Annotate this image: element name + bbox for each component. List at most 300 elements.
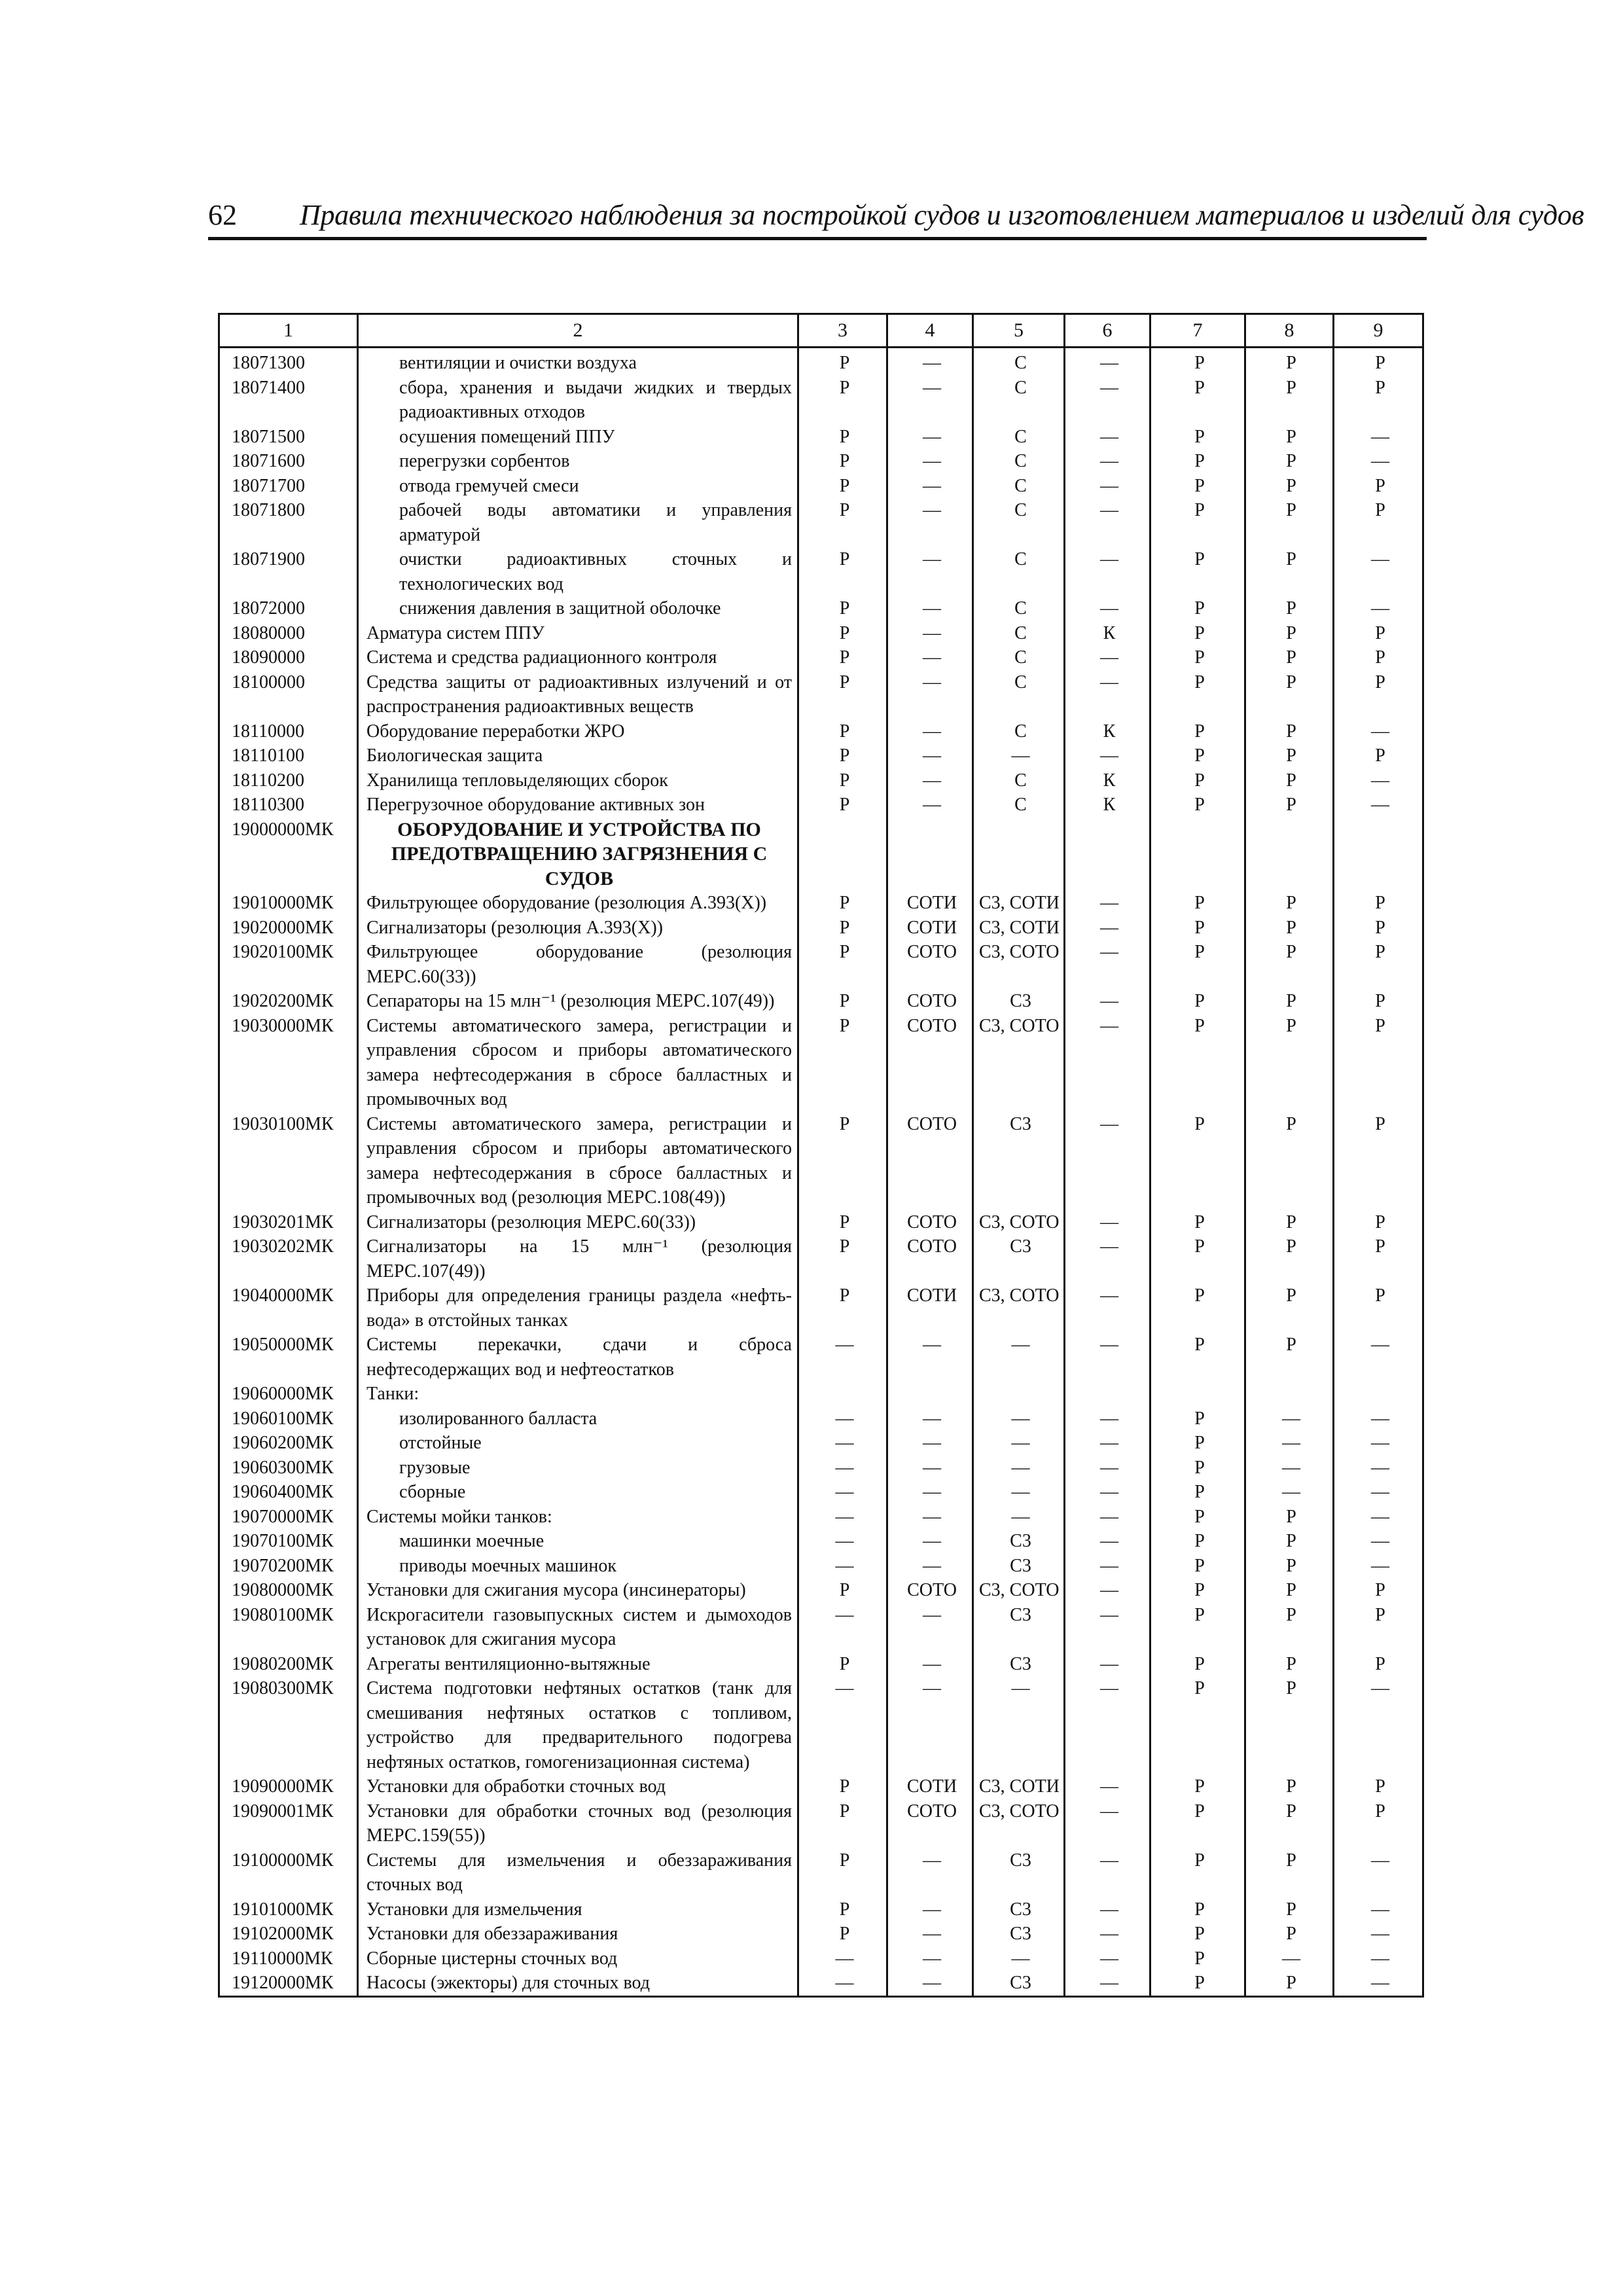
requirement-cell: Р	[1334, 1603, 1423, 1652]
requirement-cell: —	[1065, 1431, 1150, 1456]
requirement-cell: С	[973, 719, 1065, 744]
item-code: 19040000МК	[219, 1283, 358, 1333]
requirement-cell: —	[887, 348, 973, 376]
requirement-cell: —	[887, 1676, 973, 1774]
requirement-cell: —	[973, 1946, 1065, 1971]
requirement-cell: —	[1334, 1480, 1423, 1505]
column-header: 6	[1065, 314, 1150, 348]
requirement-cell: СОТО	[887, 1210, 973, 1235]
requirement-cell: Р	[798, 768, 887, 793]
requirement-cell: —	[1065, 1578, 1150, 1603]
requirement-cell: Р	[798, 1799, 887, 1848]
requirement-cell: Р	[1150, 1210, 1245, 1235]
requirement-cell: Р	[1150, 1946, 1245, 1971]
requirement-cell: —	[1334, 596, 1423, 621]
requirement-cell: Р	[1150, 1112, 1245, 1210]
table-row	[219, 1676, 1423, 1774]
requirement-cell: Р	[1334, 348, 1423, 376]
requirement-cell: —	[887, 425, 973, 450]
requirement-cell: —	[1334, 1505, 1423, 1530]
requirement-cell: —	[1334, 1333, 1423, 1382]
requirement-cell	[1150, 817, 1245, 891]
item-code: 19030201МК	[219, 1210, 358, 1235]
item-code: 19020200МК	[219, 989, 358, 1014]
item-name: Системы автоматического замера, регистрации и управления сбросом и приборы автоматического замера нефтесодержания в сбросе балластных и промывочных вод	[358, 1014, 798, 1112]
requirement-cell: Р	[1334, 989, 1423, 1014]
requirement-cell: Р	[798, 1014, 887, 1112]
requirement-cell: С	[973, 348, 1065, 376]
item-code: 19030202МК	[219, 1234, 358, 1283]
requirement-cell: Р	[1245, 1112, 1334, 1210]
table-row	[219, 645, 1423, 670]
requirement-cell: —	[887, 1848, 973, 1897]
requirement-cell: —	[887, 376, 973, 425]
item-name: изолированного балласта	[358, 1407, 798, 1431]
requirement-cell: Р	[798, 449, 887, 474]
table-row	[219, 1407, 1423, 1431]
item-name: Система и средства радиационного контроля	[358, 645, 798, 670]
requirement-cell: —	[798, 1505, 887, 1530]
requirement-cell: —	[1065, 1210, 1150, 1235]
requirement-cell: Р	[1150, 1283, 1245, 1333]
requirement-cell: —	[887, 596, 973, 621]
requirement-cell: —	[798, 1456, 887, 1480]
requirement-cell: Р	[1334, 498, 1423, 547]
requirement-cell: Р	[1245, 1578, 1334, 1603]
item-code: 19050000МК	[219, 1333, 358, 1382]
requirement-cell: Р	[798, 1774, 887, 1799]
requirement-cell: —	[887, 449, 973, 474]
requirement-cell: Р	[1245, 376, 1334, 425]
requirement-cell: Р	[1334, 474, 1423, 499]
item-name: Биологическая защита	[358, 744, 798, 768]
requirement-cell: —	[887, 498, 973, 547]
requirement-cell: С3, СОТО	[973, 1210, 1065, 1235]
requirement-cell: —	[887, 1897, 973, 1922]
requirement-cell: —	[887, 768, 973, 793]
table-row	[219, 425, 1423, 450]
table-row	[219, 1234, 1423, 1283]
table-row	[219, 1480, 1423, 1505]
requirement-cell: —	[973, 1505, 1065, 1530]
column-header: 3	[798, 314, 887, 348]
table-row	[219, 1112, 1423, 1210]
requirement-cell	[1334, 1382, 1423, 1407]
requirement-cell: Р	[1245, 719, 1334, 744]
requirement-cell: Р	[798, 498, 887, 547]
requirement-cell: Р	[1150, 498, 1245, 547]
item-code: 19120000МК	[219, 1971, 358, 1996]
table-row	[219, 719, 1423, 744]
item-code: 19030100МК	[219, 1112, 358, 1210]
requirement-cell: —	[1334, 1676, 1423, 1774]
requirement-cell: Р	[798, 621, 887, 646]
item-name: Установки для обеззараживания	[358, 1922, 798, 1946]
item-code: 18071500	[219, 425, 358, 450]
requirement-cell: —	[1065, 449, 1150, 474]
table-row	[219, 1652, 1423, 1677]
requirement-cell: —	[798, 1480, 887, 1505]
table-row	[219, 1431, 1423, 1456]
table-row	[219, 348, 1423, 376]
requirement-cell: —	[1065, 1112, 1150, 1210]
requirement-cell: Р	[798, 376, 887, 425]
requirement-cell: —	[1334, 1922, 1423, 1946]
table-row	[219, 744, 1423, 768]
requirement-cell: Р	[1150, 621, 1245, 646]
requirement-cell: Р	[798, 1922, 887, 1946]
requirement-cell: Р	[1245, 1603, 1334, 1652]
table-row	[219, 1014, 1423, 1112]
item-name: Агрегаты вентиляционно-вытяжные	[358, 1652, 798, 1677]
requirement-cell	[1150, 1382, 1245, 1407]
requirement-cell: Р	[1150, 1234, 1245, 1283]
requirement-cell: Р	[1150, 1848, 1245, 1897]
item-name: отстойные	[358, 1431, 798, 1456]
requirement-cell: К	[1065, 621, 1150, 646]
requirement-cell: —	[1065, 1922, 1150, 1946]
requirement-cell: —	[1065, 1234, 1150, 1283]
requirement-cell: —	[887, 1431, 973, 1456]
item-name: Сепараторы на 15 млн⁻¹ (резолюция МЕРС.107(49))	[358, 989, 798, 1014]
requirement-cell	[1334, 817, 1423, 891]
requirement-cell: —	[1065, 547, 1150, 596]
requirement-cell: —	[1065, 1799, 1150, 1848]
item-code: 19080100МК	[219, 1603, 358, 1652]
requirement-cell: Р	[1245, 621, 1334, 646]
item-name: снижения давления в защитной оболочке	[358, 596, 798, 621]
requirement-cell: Р	[798, 891, 887, 916]
requirement-cell	[973, 817, 1065, 891]
requirement-cell: СОТО	[887, 1578, 973, 1603]
requirement-cell: Р	[1245, 744, 1334, 768]
requirement-cell: Р	[1150, 1554, 1245, 1579]
item-name: сборные	[358, 1480, 798, 1505]
requirement-cell: Р	[1245, 645, 1334, 670]
requirement-cell	[1245, 817, 1334, 891]
requirement-cell	[887, 817, 973, 891]
requirement-cell: —	[1065, 670, 1150, 719]
requirement-cell: —	[887, 719, 973, 744]
table-row	[219, 1946, 1423, 1971]
requirement-cell: Р	[1334, 376, 1423, 425]
item-code: 19102000МК	[219, 1922, 358, 1946]
requirement-cell: С	[973, 645, 1065, 670]
requirement-cell: —	[1065, 1897, 1150, 1922]
table-row	[219, 1505, 1423, 1530]
requirement-cell: —	[1065, 1946, 1150, 1971]
requirement-cell: Р	[1150, 1505, 1245, 1530]
requirement-cell: Р	[1245, 498, 1334, 547]
item-code: 18110300	[219, 793, 358, 817]
requirement-cell: —	[1065, 989, 1150, 1014]
requirement-cell: —	[973, 744, 1065, 768]
requirement-cell: Р	[1150, 891, 1245, 916]
requirement-cell: Р	[798, 989, 887, 1014]
requirement-cell: Р	[1245, 1505, 1334, 1530]
table-row	[219, 1333, 1423, 1382]
requirement-cell: —	[887, 744, 973, 768]
requirement-cell: Р	[1150, 1431, 1245, 1456]
requirement-cell: —	[1065, 1554, 1150, 1579]
table-row	[219, 1554, 1423, 1579]
item-name: Арматура систем ППУ	[358, 621, 798, 646]
requirement-cell: Р	[1334, 916, 1423, 941]
table-row	[219, 1456, 1423, 1480]
requirement-cell: —	[973, 1480, 1065, 1505]
item-code: 19020000МК	[219, 916, 358, 941]
column-header: 9	[1334, 314, 1423, 348]
requirement-cell: С3	[973, 1112, 1065, 1210]
table-row	[219, 1382, 1423, 1407]
requirement-cell: С3	[973, 1554, 1065, 1579]
requirement-cell: —	[798, 1554, 887, 1579]
requirement-cell: С	[973, 793, 1065, 817]
requirement-cell: Р	[798, 596, 887, 621]
requirement-cell: Р	[1150, 1014, 1245, 1112]
requirement-cell: —	[798, 1431, 887, 1456]
requirement-cell: —	[973, 1407, 1065, 1431]
requirement-cell: С3, СОТО	[973, 1283, 1065, 1333]
table-row	[219, 1922, 1423, 1946]
item-name: приводы моечных машинок	[358, 1554, 798, 1579]
item-code: 18110000	[219, 719, 358, 744]
requirement-cell: Р	[1150, 1799, 1245, 1848]
requirement-cell: —	[1334, 1897, 1423, 1922]
item-name: вентиляции и очистки воздуха	[358, 348, 798, 376]
requirement-cell: Р	[798, 1848, 887, 1897]
requirement-cell: —	[1245, 1480, 1334, 1505]
item-code: 19101000МК	[219, 1897, 358, 1922]
item-name: Сигнализаторы на 15 млн⁻¹ (резолюция МЕРС.107(49))	[358, 1234, 798, 1283]
item-name: Системы мойки танков:	[358, 1505, 798, 1530]
requirement-cell: Р	[1334, 1112, 1423, 1210]
requirement-cell: —	[887, 474, 973, 499]
requirement-cell: Р	[1334, 1578, 1423, 1603]
item-name: Оборудование переработки ЖРО	[358, 719, 798, 744]
requirement-cell: Р	[1245, 596, 1334, 621]
item-code: 18100000	[219, 670, 358, 719]
table-row	[219, 817, 1423, 891]
item-code: 18110100	[219, 744, 358, 768]
requirement-cell: —	[1065, 596, 1150, 621]
requirement-cell: —	[1245, 1431, 1334, 1456]
requirement-cell: Р	[1245, 1799, 1334, 1848]
requirement-cell: Р	[1150, 1897, 1245, 1922]
requirement-cell: —	[887, 645, 973, 670]
requirement-cell: Р	[1334, 645, 1423, 670]
item-code: 18090000	[219, 645, 358, 670]
requirement-cell: Р	[798, 1897, 887, 1922]
item-name: очистки радиоактивных сточных и технологических вод	[358, 547, 798, 596]
requirement-cell: Р	[1245, 916, 1334, 941]
requirement-cell	[1065, 1382, 1150, 1407]
requirement-cell: С3, СОТО	[973, 1799, 1065, 1848]
requirement-cell: —	[1065, 1652, 1150, 1677]
requirement-cell: К	[1065, 793, 1150, 817]
item-code: 18071800	[219, 498, 358, 547]
requirement-cell: Р	[1245, 547, 1334, 596]
requirement-cell: Р	[1150, 768, 1245, 793]
item-code: 19000000МК	[219, 817, 358, 891]
requirement-cell	[798, 1382, 887, 1407]
item-name: осушения помещений ППУ	[358, 425, 798, 450]
item-code: 18071600	[219, 449, 358, 474]
requirement-cell: Р	[1245, 1210, 1334, 1235]
item-name: Хранилища тепловыделяющих сборок	[358, 768, 798, 793]
requirement-cell: С3	[973, 1848, 1065, 1897]
requirement-cell: —	[973, 1431, 1065, 1456]
requirement-cell: Р	[1245, 425, 1334, 450]
requirement-cell: К	[1065, 768, 1150, 793]
requirement-cell: —	[887, 547, 973, 596]
requirement-cell: —	[887, 1529, 973, 1554]
requirement-cell: —	[887, 1333, 973, 1382]
item-code: 19060000МК	[219, 1382, 358, 1407]
requirement-cell: —	[973, 1676, 1065, 1774]
table-row	[219, 1848, 1423, 1897]
item-name: Приборы для определения границы раздела «нефть-вода» в отстойных танках	[358, 1283, 798, 1333]
requirement-cell: —	[798, 1676, 887, 1774]
requirement-cell: —	[887, 1505, 973, 1530]
requirement-cell: —	[887, 621, 973, 646]
requirement-cell: Р	[1150, 1971, 1245, 1996]
requirement-cell: Р	[1150, 916, 1245, 941]
requirement-cell: Р	[1334, 670, 1423, 719]
requirement-cell: —	[1065, 1456, 1150, 1480]
requirement-cell: —	[1065, 645, 1150, 670]
requirement-cell: —	[1245, 1946, 1334, 1971]
item-code: 19090000МК	[219, 1774, 358, 1799]
requirement-cell: Р	[1245, 989, 1334, 1014]
requirement-cell: Р	[1150, 348, 1245, 376]
requirement-cell: СОТИ	[887, 1283, 973, 1333]
table-row	[219, 1578, 1423, 1603]
table-row	[219, 1529, 1423, 1554]
requirement-cell: —	[1245, 1456, 1334, 1480]
item-name: Системы автоматического замера, регистрации и управления сбросом и приборы автоматического замера нефтесодержания в сбросе балластных и промывочных вод (резолюция МЕРС.108(49))	[358, 1112, 798, 1210]
table-row	[219, 621, 1423, 646]
column-header: 5	[973, 314, 1065, 348]
requirement-cell: С	[973, 449, 1065, 474]
requirement-cell: СОТО	[887, 1112, 973, 1210]
requirement-cell: Р	[798, 645, 887, 670]
requirement-cell: СОТО	[887, 940, 973, 989]
requirement-cell: Р	[1150, 1603, 1245, 1652]
requirement-cell: Р	[1245, 449, 1334, 474]
requirement-cell: СОТИ	[887, 1774, 973, 1799]
requirement-cell: —	[1334, 768, 1423, 793]
requirement-cell: —	[1334, 1848, 1423, 1897]
requirement-cell: Р	[1150, 940, 1245, 989]
requirement-cell: Р	[1150, 596, 1245, 621]
requirement-cell: СОТО	[887, 1799, 973, 1848]
table-row	[219, 940, 1423, 989]
column-header: 4	[887, 314, 973, 348]
item-code: 18071900	[219, 547, 358, 596]
requirement-cell: Р	[1334, 940, 1423, 989]
requirement-cell: —	[1065, 1505, 1150, 1530]
equipment-table	[218, 313, 1424, 1998]
requirement-cell: Р	[798, 1210, 887, 1235]
requirement-cell: Р	[1245, 1283, 1334, 1333]
requirement-cell: С3, СОТО	[973, 1014, 1065, 1112]
item-code: 19070000МК	[219, 1505, 358, 1530]
requirement-cell: —	[1065, 425, 1150, 450]
column-header: 8	[1245, 314, 1334, 348]
item-name: Сигнализаторы (резолюция МЕРС.60(33))	[358, 1210, 798, 1235]
item-name: Перегрузочное оборудование активных зон	[358, 793, 798, 817]
requirement-cell: —	[798, 1333, 887, 1382]
requirement-cell: Р	[798, 670, 887, 719]
requirement-cell: —	[1334, 1456, 1423, 1480]
requirement-cell: —	[1334, 1407, 1423, 1431]
requirement-cell: Р	[1150, 474, 1245, 499]
requirement-cell: Р	[798, 547, 887, 596]
item-code: 19070100МК	[219, 1529, 358, 1554]
table-header-row	[219, 314, 1423, 348]
item-code: 19060100МК	[219, 1407, 358, 1431]
item-name: Система подготовки нефтяных остатков (танк для смешивания нефтяных остатков с топливом, устройство для предварительного подогрева нефтяных остатков, гомогенизационная система)	[358, 1676, 798, 1774]
requirement-cell: Р	[1334, 1799, 1423, 1848]
requirement-cell: —	[1334, 547, 1423, 596]
requirement-cell: —	[798, 1603, 887, 1652]
item-name: перегрузки сорбентов	[358, 449, 798, 474]
column-header: 7	[1150, 314, 1245, 348]
item-code: 18072000	[219, 596, 358, 621]
requirement-cell: С3	[973, 1529, 1065, 1554]
requirement-cell: Р	[1150, 376, 1245, 425]
requirement-cell: Р	[1245, 891, 1334, 916]
requirement-cell: Р	[798, 793, 887, 817]
table-row	[219, 498, 1423, 547]
section-heading: ОБОРУДОВАНИЕ И УСТРОЙСТВА ПО ПРЕДОТВРАЩЕНИЮ ЗАГРЯЗНЕНИЯ С СУДОВ	[358, 817, 798, 891]
requirement-cell: Р	[1150, 1456, 1245, 1480]
item-name: Установки для измельчения	[358, 1897, 798, 1922]
requirement-cell: СОТО	[887, 1234, 973, 1283]
requirement-cell: —	[1065, 744, 1150, 768]
requirement-cell: С	[973, 670, 1065, 719]
requirement-cell: Р	[1334, 1652, 1423, 1677]
table-row	[219, 474, 1423, 499]
requirement-cell: Р	[798, 1652, 887, 1677]
requirement-cell: Р	[1245, 1234, 1334, 1283]
requirement-cell: Р	[1334, 1234, 1423, 1283]
requirement-cell: Р	[798, 425, 887, 450]
requirement-cell: С	[973, 547, 1065, 596]
requirement-cell	[887, 1382, 973, 1407]
requirement-cell: —	[1065, 1283, 1150, 1333]
requirement-cell: С	[973, 621, 1065, 646]
requirement-cell: С3, СОТИ	[973, 916, 1065, 941]
requirement-cell: Р	[1150, 1652, 1245, 1677]
item-name: грузовые	[358, 1456, 798, 1480]
requirement-cell: С	[973, 498, 1065, 547]
item-name: Средства защиты от радиоактивных излучений и от распространения радиоактивных веществ	[358, 670, 798, 719]
requirement-cell: С	[973, 425, 1065, 450]
requirement-cell: Р	[1245, 1529, 1334, 1554]
requirement-cell: С3	[973, 1971, 1065, 1996]
requirement-cell: Р	[1150, 1922, 1245, 1946]
requirement-cell: Р	[1150, 449, 1245, 474]
table-row	[219, 891, 1423, 916]
item-name: Сборные цистерны сточных вод	[358, 1946, 798, 1971]
requirement-cell: Р	[1150, 670, 1245, 719]
item-code: 18080000	[219, 621, 358, 646]
requirement-cell: С	[973, 768, 1065, 793]
requirement-cell: —	[1065, 1971, 1150, 1996]
requirement-cell: Р	[1245, 1554, 1334, 1579]
